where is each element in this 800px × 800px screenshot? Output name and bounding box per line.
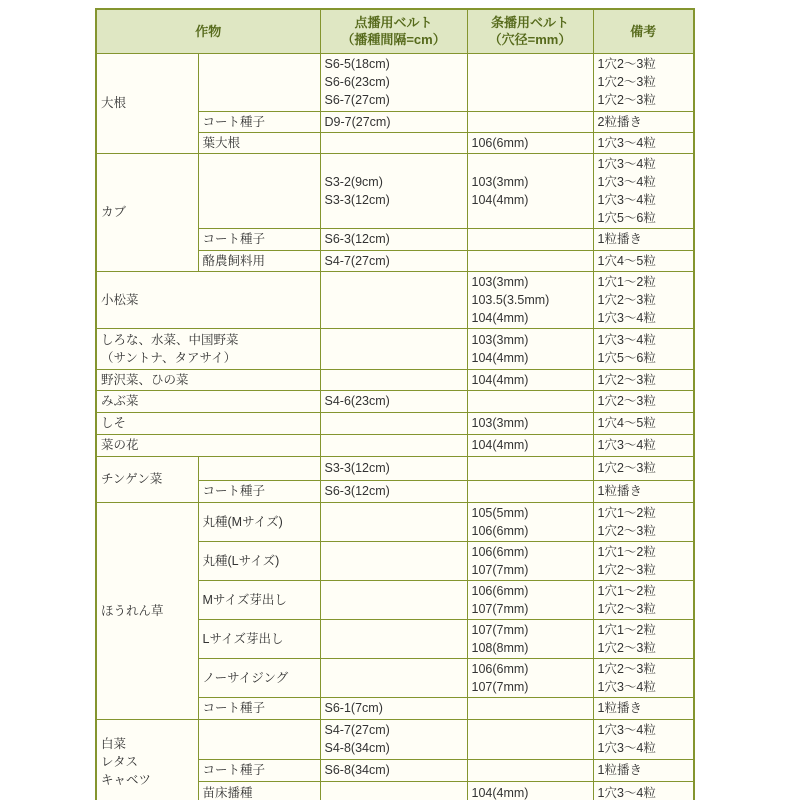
crop-cell: カブ [96,153,198,271]
spot-belt-cell [320,502,467,541]
subtype-cell: コート種子 [198,759,320,781]
spot-belt-cell: S6-5(18cm) S6-6(23cm) S6-7(27cm) [320,53,467,111]
subtype-cell: ノーサイジング [198,658,320,697]
crop-cell: しろな、水菜、中国野菜 （サントナ、タアサイ） [96,328,320,369]
header-remarks-label: 備考 [630,23,657,39]
subtype-cell [198,153,320,228]
table-row [96,328,694,369]
spot-belt-cell [320,580,467,619]
spot-belt-cell: S6-3(12cm) [320,228,467,250]
subtype-cell: 酪農飼料用 [198,250,320,271]
crop-cell: ほうれん草 [96,502,198,719]
row-belt-cell: 106(6mm) 107(7mm) [467,658,593,697]
row-belt-cell: 103(3mm) 103.5(3.5mm) 104(4mm) [467,271,593,328]
table-header [96,9,694,53]
row-belt-cell: 104(4mm) [467,434,593,456]
row-belt-cell [467,228,593,250]
remarks-cell: 1穴1～2粒 1穴2～3粒 [593,502,694,541]
crop-cell: 小松菜 [96,271,320,328]
remarks-cell: 2粒播き [593,111,694,132]
remarks-cell: 1穴2～3粒 1穴2～3粒 1穴2～3粒 [593,53,694,111]
table-row [96,719,694,759]
spot-belt-cell: S6-3(12cm) [320,480,467,502]
header-row-belt-line1: 条播用ベルト [491,15,570,31]
spot-belt-cell: D9-7(27cm) [320,111,467,132]
crop-cell: チンゲン菜 [96,456,198,502]
remarks-cell: 1穴3～4粒 1穴3～4粒 1穴3～4粒 1穴5～6粒 [593,153,694,228]
subtype-cell: 丸種(Mサイズ) [198,502,320,541]
row-belt-cell: 104(4mm) [467,369,593,390]
row-belt-cell [467,250,593,271]
table-row [96,390,694,412]
remarks-cell: 1穴2～3粒 1穴3～4粒 [593,658,694,697]
remarks-cell: 1穴3～4粒 1穴5～6粒 [593,328,694,369]
row-belt-cell: 103(3mm) 104(4mm) [467,153,593,228]
crop-cell: しそ [96,412,320,434]
header-remarks [593,9,694,53]
remarks-cell: 1穴3～4粒 [593,132,694,153]
row-belt-cell: 106(6mm) [467,132,593,153]
spot-belt-cell: S4-6(23cm) [320,390,467,412]
spot-belt-cell: S6-1(7cm) [320,697,467,719]
spot-belt-cell [320,658,467,697]
row-belt-cell: 107(7mm) 108(8mm) [467,619,593,658]
table-row [96,369,694,390]
subtype-cell: Mサイズ芽出し [198,580,320,619]
crop-cell: 大根 [96,53,198,153]
subtype-cell [198,456,320,480]
header-row [96,9,694,53]
subtype-cell: コート種子 [198,228,320,250]
row-belt-cell: 106(6mm) 107(7mm) [467,580,593,619]
subtype-cell [198,53,320,111]
remarks-cell: 1穴1～2粒 1穴2～3粒 [593,619,694,658]
subtype-cell: 苗床播種 [198,781,320,800]
remarks-cell: 1穴3～4粒 [593,781,694,800]
remarks-cell: 1穴4～5粒 [593,250,694,271]
remarks-cell: 1穴3～4粒 1穴3～4粒 [593,719,694,759]
table-row [96,434,694,456]
table-row [96,456,694,480]
row-belt-cell: 106(6mm) 107(7mm) [467,541,593,580]
header-spot-belt-line2: （播種間隔=cm） [341,32,446,48]
seeding-belt-table [95,8,695,800]
spot-belt-cell [320,781,467,800]
spot-belt-cell: S6-8(34cm) [320,759,467,781]
row-belt-cell [467,53,593,111]
remarks-cell: 1穴2～3粒 [593,369,694,390]
remarks-cell: 1穴1～2粒 1穴2～3粒 [593,580,694,619]
row-belt-cell [467,697,593,719]
table-row [96,412,694,434]
row-belt-cell: 103(3mm) 104(4mm) [467,328,593,369]
remarks-cell: 1粒播き [593,228,694,250]
row-belt-cell [467,719,593,759]
subtype-cell: コート種子 [198,697,320,719]
spot-belt-cell: S3-3(12cm) [320,456,467,480]
spot-belt-cell: S4-7(27cm) S4-8(34cm) [320,719,467,759]
row-belt-cell [467,390,593,412]
header-row-belt-line2: （穴径=mm） [488,32,572,48]
spot-belt-cell [320,132,467,153]
remarks-cell: 1穴1～2粒 1穴2～3粒 [593,541,694,580]
remarks-cell: 1粒播き [593,697,694,719]
table-row [96,502,694,541]
subtype-cell: 葉大根 [198,132,320,153]
spot-belt-cell [320,369,467,390]
row-belt-cell [467,456,593,480]
table-body [96,53,694,800]
header-row-belt [467,9,593,53]
remarks-cell: 1粒播き [593,759,694,781]
header-crop [96,9,320,53]
remarks-cell: 1穴2～3粒 [593,390,694,412]
spot-belt-cell [320,271,467,328]
header-crop-label: 作物 [195,23,222,39]
header-spot-belt-line1: 点播用ベルト [354,15,433,31]
spot-belt-cell [320,434,467,456]
crop-cell: 菜の花 [96,434,320,456]
row-belt-cell [467,111,593,132]
remarks-cell: 1穴3～4粒 [593,434,694,456]
crop-cell: みぶ菜 [96,390,320,412]
remarks-cell: 1穴2～3粒 [593,456,694,480]
row-belt-cell [467,480,593,502]
table-row [96,271,694,328]
row-belt-cell: 105(5mm) 106(6mm) [467,502,593,541]
subtype-cell [198,719,320,759]
subtype-cell: Lサイズ芽出し [198,619,320,658]
subtype-cell: 丸種(Lサイズ) [198,541,320,580]
spot-belt-cell: S3-2(9cm) S3-3(12cm) [320,153,467,228]
spot-belt-cell [320,541,467,580]
row-belt-cell: 104(4mm) [467,781,593,800]
crop-cell: 野沢菜、ひの菜 [96,369,320,390]
remarks-cell: 1穴4～5粒 [593,412,694,434]
remarks-cell: 1穴1～2粒 1穴2～3粒 1穴3～4粒 [593,271,694,328]
spot-belt-cell: S4-7(27cm) [320,250,467,271]
table-row [96,53,694,111]
spot-belt-cell [320,619,467,658]
row-belt-cell: 103(3mm) [467,412,593,434]
subtype-cell: コート種子 [198,111,320,132]
remarks-cell: 1粒播き [593,480,694,502]
crop-cell: 白菜 レタス キャベツ [96,719,198,800]
row-belt-cell [467,759,593,781]
spot-belt-cell [320,328,467,369]
header-spot-belt [320,9,467,53]
subtype-cell: コート種子 [198,480,320,502]
table-row [96,153,694,228]
spot-belt-cell [320,412,467,434]
